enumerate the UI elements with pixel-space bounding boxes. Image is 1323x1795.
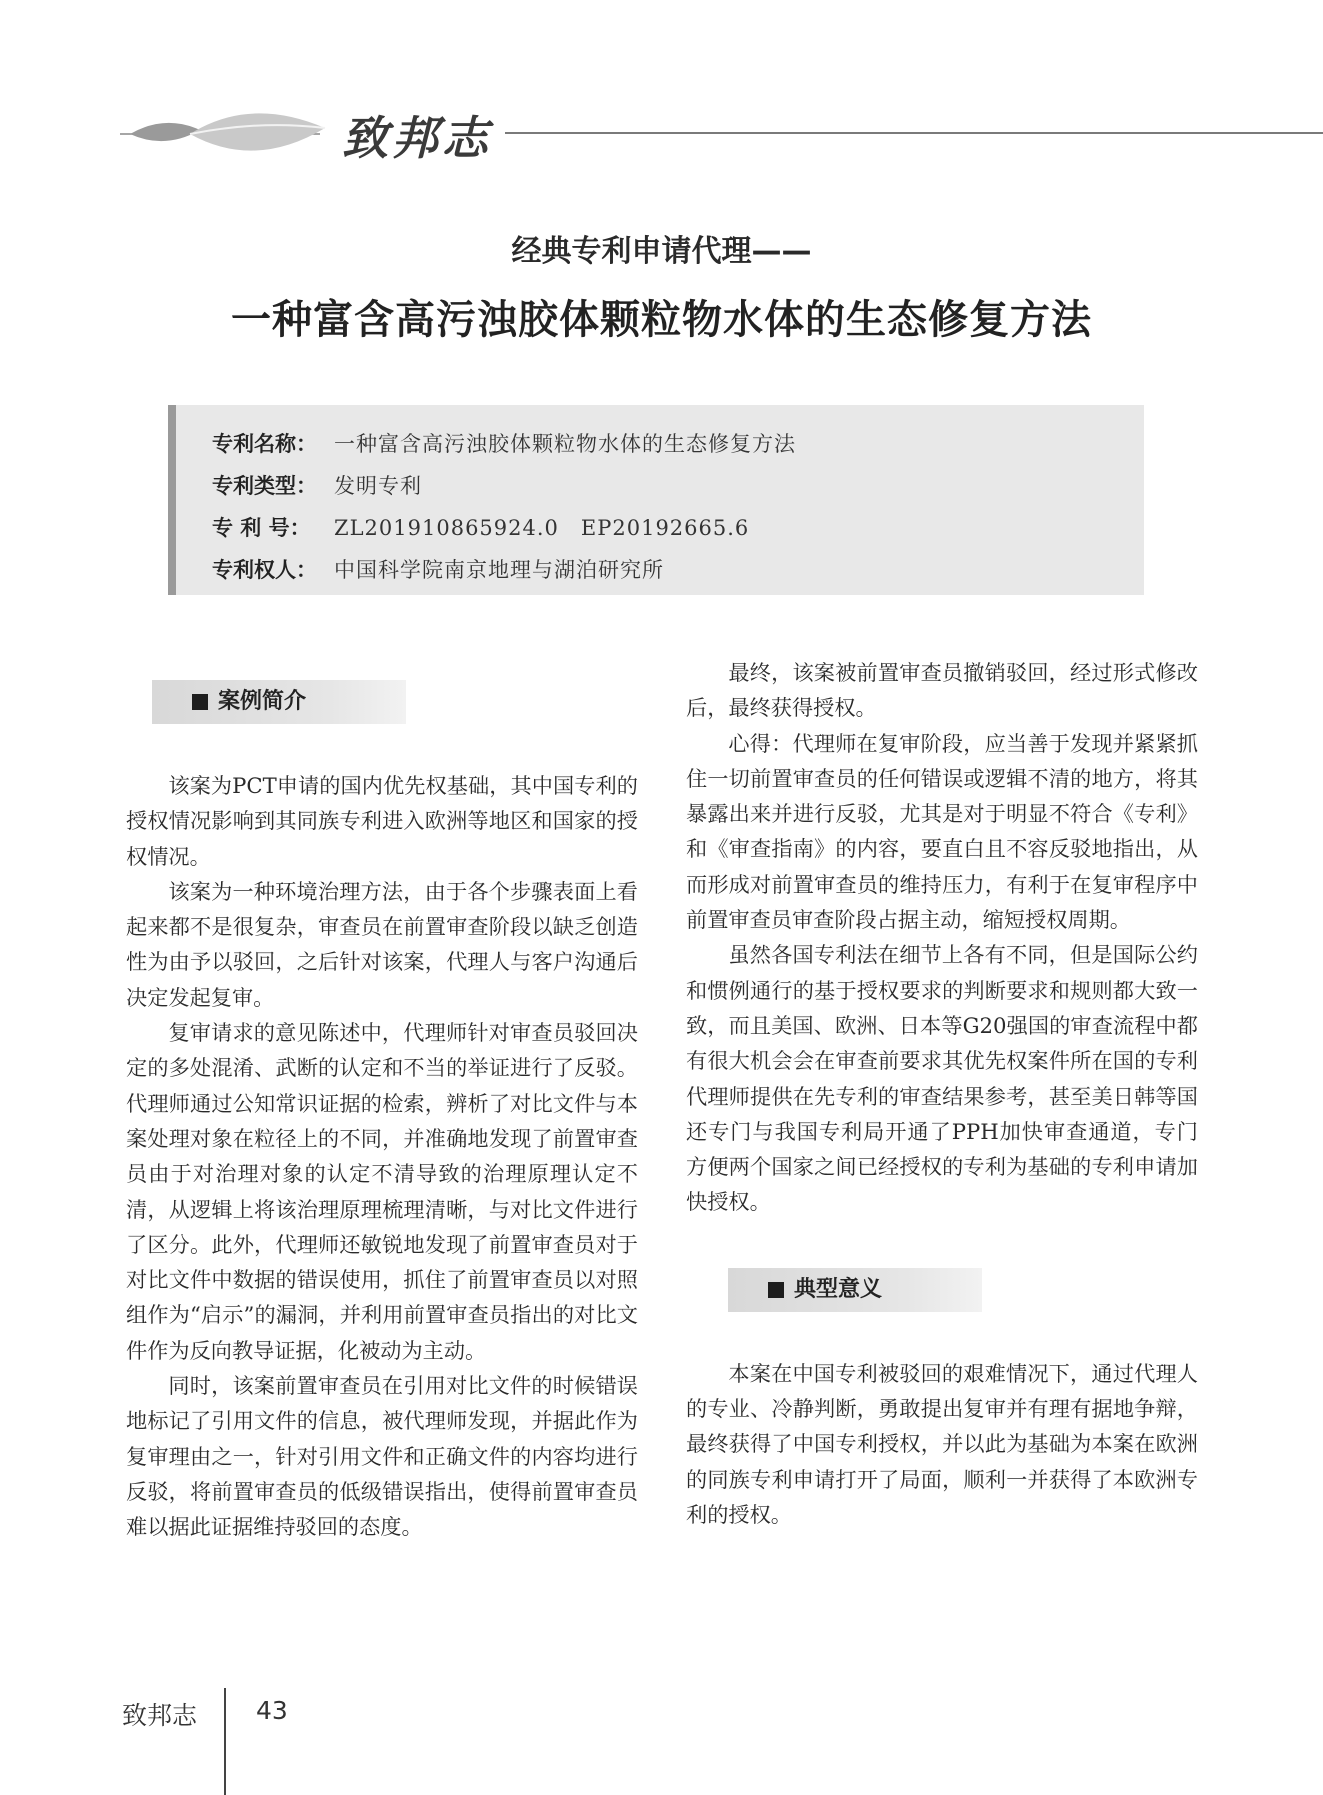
body-paragraph: 该案为PCT申请的国内优先权基础，其中国专利的授权情况影响到其同族专利进入欧洲等地区和国家的授权情况。 <box>126 773 638 869</box>
body-paragraph: 该案为一种环境治理方法，由于各个步骤表面上看起来都不是很复杂，审查员在前置审查阶段以缺乏创造性为由予以驳回，之后针对该案，代理人与客户沟通后决定发起复审。 <box>126 878 638 1010</box>
header-rule <box>505 132 1323 134</box>
info-value: ZL201910865924.0 EP20192665.6 <box>334 516 750 540</box>
section-heading-significance <box>728 1268 982 1312</box>
page-number: 43 <box>256 1696 288 1725</box>
square-bullet-icon <box>768 1282 784 1298</box>
left-column <box>126 660 638 1545</box>
footer-divider <box>224 1688 226 1795</box>
title-block <box>0 232 1323 346</box>
body-paragraph: 虽然各国专利法在细节上各有不同，但是国际公约和惯例通行的基于授权要求的判断要求和规则都大致一致，而且美国、欧洲、日本等G20强国的审查流程中都有很大机会会在审查前要求其优先权案件所在国的专利代理师提供在先专利的审查结果参考，甚至美日韩等国还专门与我国专利局开通了PPH加快审查通道，专门方便两个国家之间已经授权的专利为基础的专利申请加快授权。 <box>686 942 1198 1215</box>
footer-magazine-name: 致邦志 <box>122 1701 198 1730</box>
info-label: 专利类型： <box>212 474 317 498</box>
body-paragraph: 本案在中国专利被驳回的艰难情况下，通过代理人的专业、冷静判断，勇敢提出复审并有理有据地争辩，最终获得了中国专利授权，并以此为基础为本案在欧洲的同族专利申请打开了局面，顺利一并获得了本欧洲专利的授权。 <box>686 1360 1198 1527</box>
info-label: 专利名称： <box>212 432 317 456</box>
info-value: 中国科学院南京地理与湖泊研究所 <box>334 558 664 582</box>
info-label: 专利权人： <box>212 558 317 582</box>
body-paragraph: 复审请求的意见陈述中，代理师针对审查员驳回决定的多处混淆、武断的认定和不当的举证进行了反驳。代理师通过公知常识证据的检索，辨析了对比文件与本案处理对象在粒径上的不同，并准确地发现了前置审查员由于对治理对象的认定不清导致的治理原理认定不清，从逻辑上将该治理原理梳理清晰，与对比文件进行了区分。此外，代理师还敏锐地发现了前置审查员对于对比文件中数据的错误使用，抓住了前置审查员以对照组作为“启示”的漏洞，并利用前置审查员指出的对比文件作为反向教导证据，化被动为主动。 <box>126 1020 638 1363</box>
info-row-number <box>212 507 1144 549</box>
header-banner <box>120 100 1323 170</box>
body-paragraph: 同时，该案前置审查员在引用对比文件的时候错误地标记了引用文件的信息，被代理师发现，并据此作为复审理由之一，针对引用文件和正确文件的内容均进行反驳，将前置审查员的低级错误指出，使得前置审查员难以据此证据维持驳回的态度。 <box>126 1373 638 1540</box>
section-heading-text: 案例简介 <box>218 689 307 714</box>
patent-info-box <box>168 405 1144 595</box>
section-heading-text: 典型意义 <box>794 1276 883 1302</box>
body-paragraph: 心得：代理师在复审阶段，应当善于发现并紧紧抓住一切前置审查员的任何错误或逻辑不清的地方，将其暴露出来并进行反驳，尤其是对于明显不符合《专利》和《审查指南》的内容，要直白且不容反驳地指出，从而形成对前置审查员的维持压力，有利于在复审程序中前置审查员审查阶段占据主动，缩短授权周期。 <box>686 730 1198 933</box>
article-subtitle: 经典专利申请代理—— <box>511 234 812 269</box>
info-row-holder <box>212 549 1144 591</box>
right-column <box>686 655 1198 1532</box>
info-label: 专 利 号： <box>212 516 311 540</box>
info-row-name <box>212 423 1144 465</box>
info-row-type <box>212 465 1144 507</box>
info-value: 一种富含高污浊胶体颗粒物水体的生态修复方法 <box>334 432 796 456</box>
article-title: 一种富含高污浊胶体颗粒物水体的生态修复方法 <box>231 296 1092 343</box>
info-value: 发明专利 <box>334 474 422 498</box>
leaf-ornament-icon <box>120 100 340 170</box>
body-paragraph: 最终，该案被前置审查员撤销驳回，经过形式修改后，最终获得授权。 <box>686 660 1198 721</box>
magazine-name: 致邦志 <box>342 111 492 165</box>
square-bullet-icon <box>192 694 208 710</box>
section-heading-case-intro <box>152 680 406 724</box>
